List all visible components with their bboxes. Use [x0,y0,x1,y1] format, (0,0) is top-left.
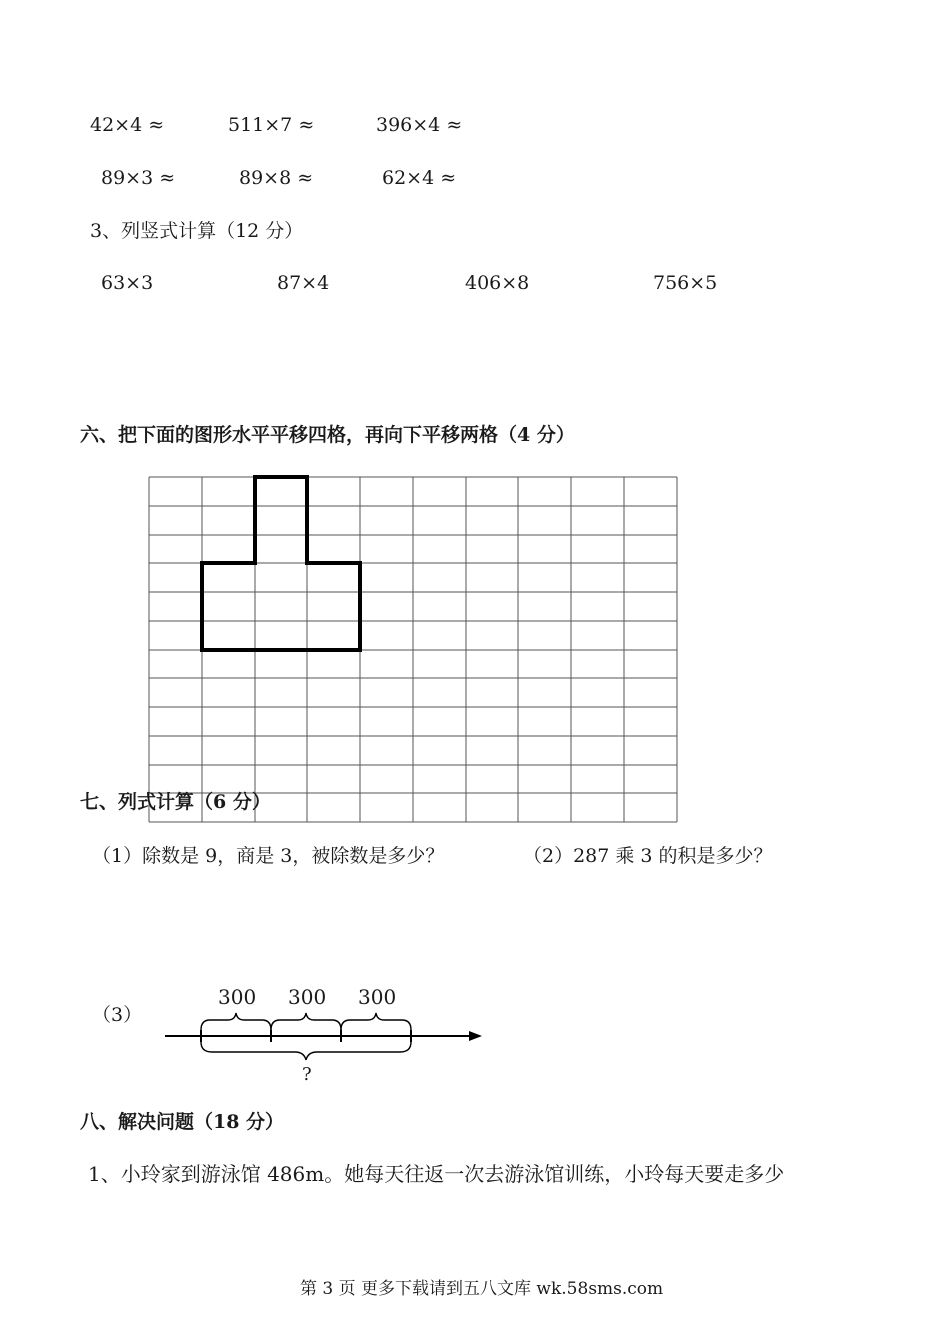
section8-q1: 1、小玲家到游泳馆 486m。她每天往返一次去游泳馆训练，小玲每天要走多少 [88,1162,785,1186]
segment-label-1: 300 [218,985,257,1009]
estimate-2-3: 62×4 ≈ [382,167,457,189]
estimate-2-2: 89×8 ≈ [239,167,314,189]
section6-title: 六、把下面的图形水平平移四格，再向下平移两格（4 分） [80,424,575,446]
section7-title: 七、列式计算（6 分） [80,791,271,813]
section7-q1: （1）除数是 9，商是 3，被除数是多少？ [92,845,445,867]
section8-title: 八、解决问题（18 分） [80,1111,285,1133]
estimate-1-3: 396×4 ≈ [376,114,463,136]
translation-grid [145,472,685,828]
segment-label-2: 300 [288,985,327,1009]
vertical-calc-title: 3、列竖式计算（12 分） [90,220,304,242]
section7-q2: （2）287 乘 3 的积是多少？ [523,845,773,867]
section7-q3-label: （3） [92,1004,143,1026]
estimate-1-1: 42×4 ≈ [90,114,165,136]
vertical-calc-item-3: 406×8 [465,272,530,294]
segment-diagram [160,1010,490,1080]
total-unknown-label: ? [302,1064,312,1085]
segment-label-3: 300 [358,985,397,1009]
vertical-calc-item-2: 87×4 [277,272,330,294]
page-footer: 第 3 页 更多下载请到五八文库 wk.58sms.com [300,1279,664,1299]
vertical-calc-item-1: 63×3 [101,272,154,294]
vertical-calc-item-4: 756×5 [653,272,718,294]
estimate-2-1: 89×3 ≈ [101,167,176,189]
estimate-1-2: 511×7 ≈ [228,114,315,136]
